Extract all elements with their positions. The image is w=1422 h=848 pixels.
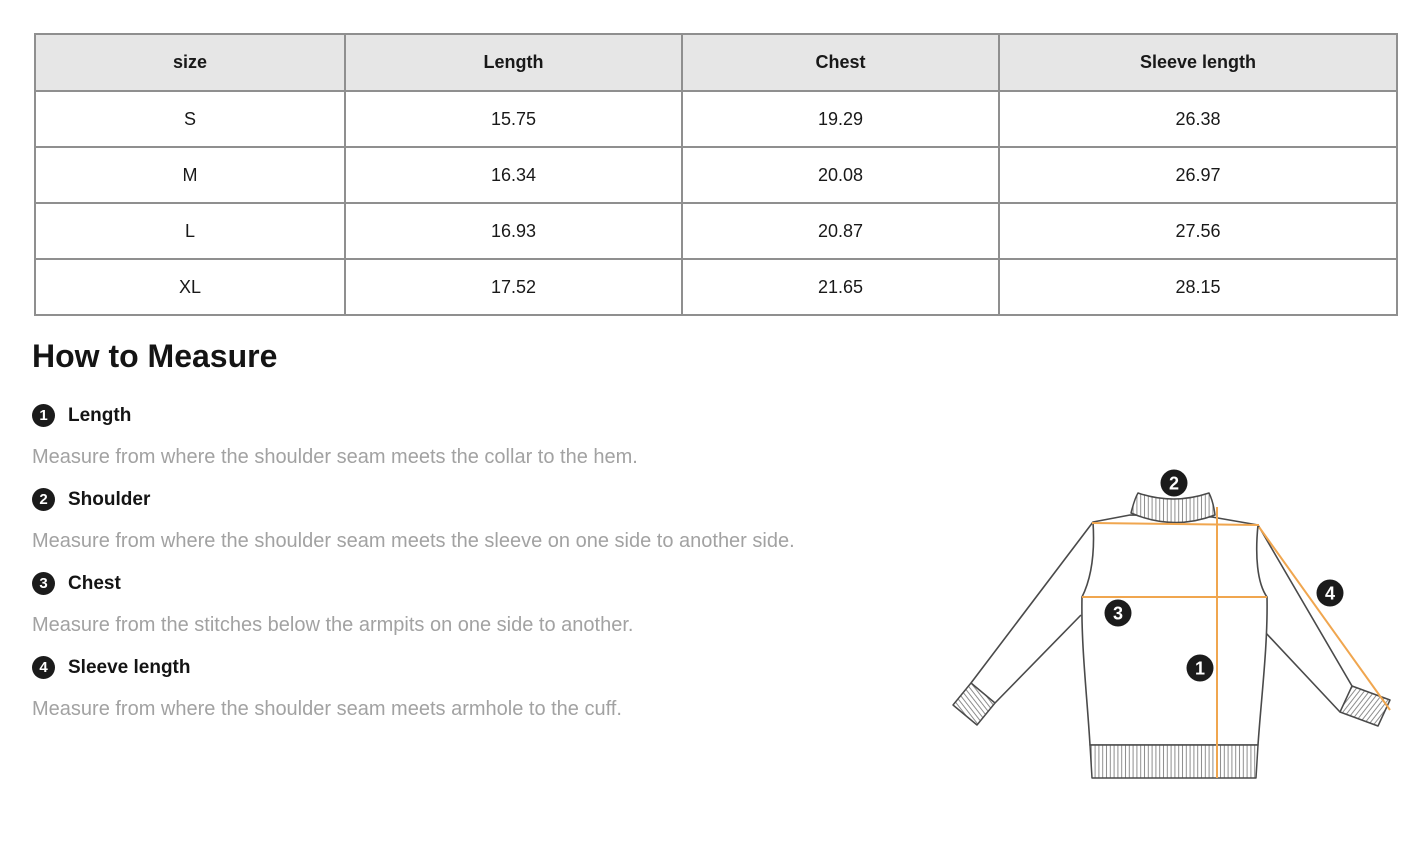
table-row bbox=[35, 91, 1397, 147]
svg-text:2: 2 bbox=[1168, 473, 1180, 494]
marker-2-badge bbox=[1161, 470, 1188, 497]
sweater-illustration-icon bbox=[945, 445, 1415, 835]
chest-cell: 19.29 bbox=[682, 91, 999, 147]
collar-band bbox=[1131, 493, 1215, 523]
sleeve-cell: 28.15 bbox=[999, 259, 1397, 315]
sleeve-cell: 27.56 bbox=[999, 203, 1397, 259]
measure-item-label: Shoulder bbox=[68, 489, 151, 510]
length-cell: 15.75 bbox=[345, 91, 682, 147]
chest-cell: 20.87 bbox=[682, 203, 999, 259]
number-badge-4: 4 bbox=[32, 656, 55, 679]
length-cell: 16.93 bbox=[345, 203, 682, 259]
measure-item-label: Length bbox=[68, 405, 132, 426]
sweater-body bbox=[1082, 515, 1267, 745]
chest-cell: 21.65 bbox=[682, 259, 999, 315]
length-cell: 17.52 bbox=[345, 259, 682, 315]
measure-item-description: Measure from where the shoulder seam meets the collar to the hem. bbox=[32, 446, 638, 468]
sweater-measurement-diagram bbox=[945, 445, 1415, 835]
svg-text:4: 4 bbox=[1324, 583, 1336, 604]
header-length: Length bbox=[345, 34, 682, 91]
measure-item-shoulder bbox=[32, 488, 932, 511]
measure-item-description: Measure from where the shoulder seam meets armhole to the cuff. bbox=[32, 698, 622, 720]
size-chart-table bbox=[34, 33, 1398, 316]
table-row bbox=[35, 259, 1397, 315]
size-chart-section bbox=[34, 33, 1396, 316]
number-badge-1: 1 bbox=[32, 404, 55, 427]
marker-3-badge bbox=[1105, 600, 1132, 627]
table-row bbox=[35, 147, 1397, 203]
measure-item-label: Chest bbox=[68, 573, 121, 594]
svg-text:3: 3 bbox=[1112, 603, 1124, 624]
size-cell: L bbox=[35, 203, 345, 259]
measure-item-chest bbox=[32, 572, 932, 595]
table-row bbox=[35, 203, 1397, 259]
measure-item-description: Measure from where the shoulder seam meets the sleeve on one side to another side. bbox=[32, 530, 795, 552]
table-header-row bbox=[35, 34, 1397, 91]
header-chest: Chest bbox=[682, 34, 999, 91]
number-badge-3: 3 bbox=[32, 572, 55, 595]
sleeve-cell: 26.97 bbox=[999, 147, 1397, 203]
size-cell: XL bbox=[35, 259, 345, 315]
hem-band bbox=[1090, 745, 1258, 778]
marker-4-badge bbox=[1317, 580, 1344, 607]
how-to-measure-list bbox=[32, 404, 932, 740]
measure-item-length bbox=[32, 404, 932, 427]
header-size: size bbox=[35, 34, 345, 91]
svg-text:1: 1 bbox=[1194, 658, 1206, 679]
measure-item-sleeve-length bbox=[32, 656, 932, 679]
length-cell: 16.34 bbox=[345, 147, 682, 203]
size-cell: M bbox=[35, 147, 345, 203]
number-badge-2: 2 bbox=[32, 488, 55, 511]
measure-item-label: Sleeve length bbox=[68, 657, 191, 678]
header-sleeve-length: Sleeve length bbox=[999, 34, 1397, 91]
how-to-measure-title: How to Measure bbox=[32, 338, 278, 374]
size-cell: S bbox=[35, 91, 345, 147]
measure-item-description: Measure from the stitches below the armpits on one side to another. bbox=[32, 614, 634, 636]
chest-cell: 20.08 bbox=[682, 147, 999, 203]
marker-1-badge bbox=[1187, 655, 1214, 682]
sleeve-cell: 26.38 bbox=[999, 91, 1397, 147]
